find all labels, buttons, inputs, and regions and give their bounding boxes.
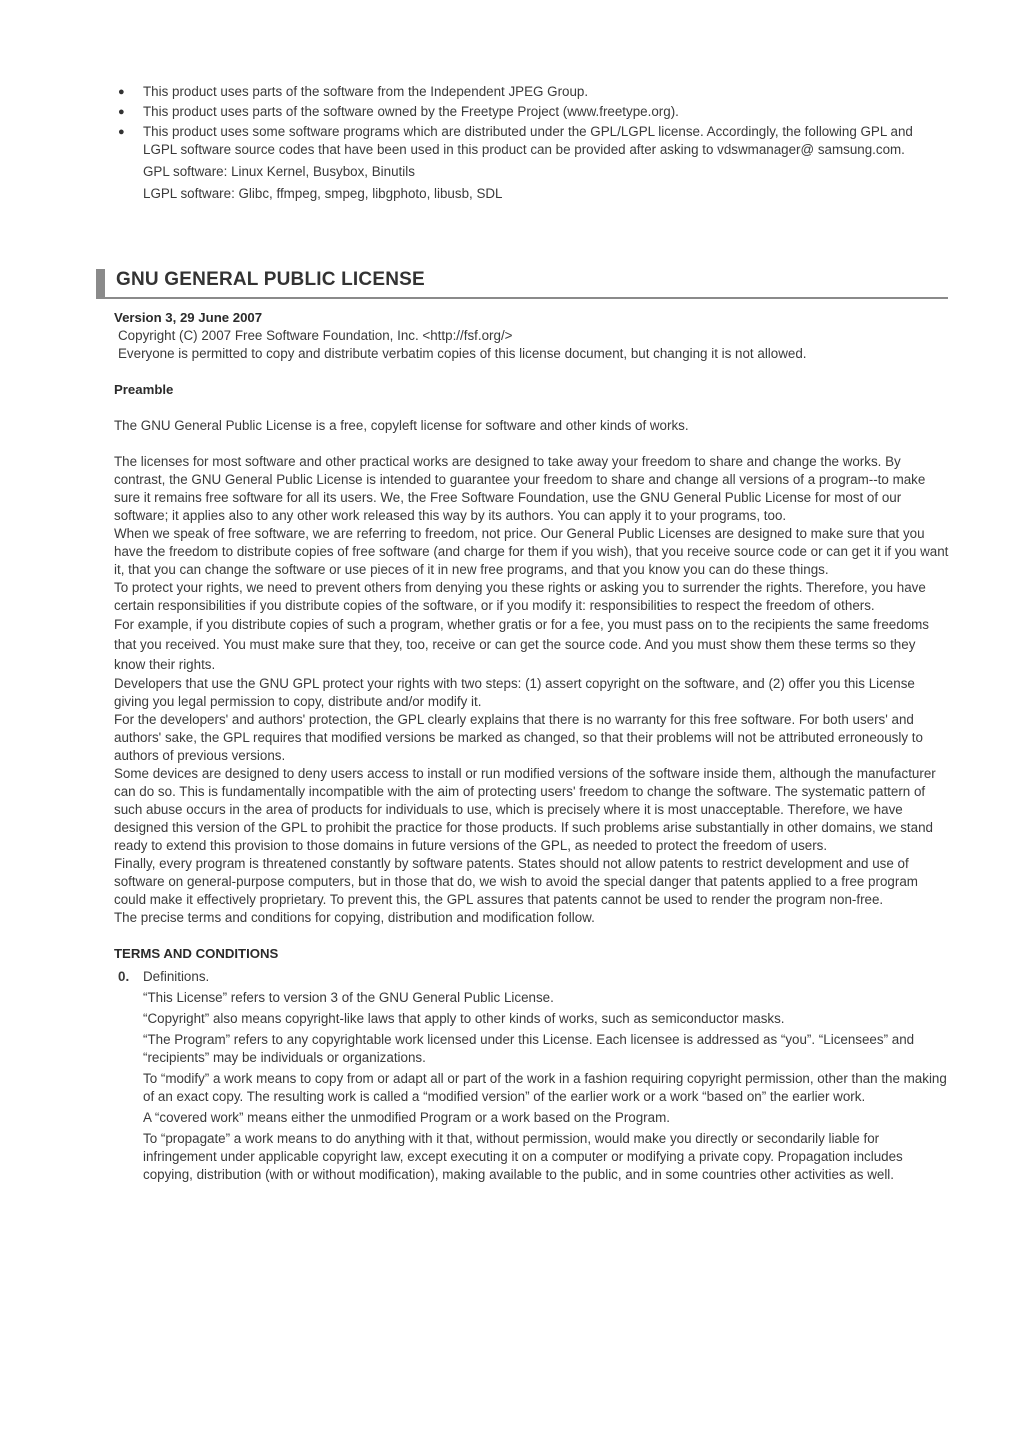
notice-bullet-text: This product uses parts of the software owned by the Freetype Project (www.freetype.org). (143, 104, 679, 119)
notice-bullet (118, 123, 948, 203)
preamble-intro: The GNU General Public License is a free, copyleft license for software and other kinds of works. (114, 418, 689, 433)
term-title: Definitions. (143, 969, 210, 984)
section-marker-bar (96, 269, 105, 299)
term-paragraph: “Copyright” also means copyright-like laws that apply to other kinds of works, such as semiconductor masks. (143, 1011, 785, 1026)
preamble-paragraph: Some devices are designed to deny users access to install or run modified versions of the software inside them, although the manufacturer can do so. This is fundamentally incompatible with the aim of protecting users' freedom to change the software. The systematic pattern of such abuse occurs in the area of products for individuals to use, which is precisely where it is most unacceptable. Therefore, we have designed this version of the GPL to prohibit the practice for those products. If such problems arise substantially in other domains, we stand ready to extend this provision to those domains in future versions of the GPL, as needed to protect the freedom of users. (114, 766, 936, 853)
copyright-line: Copyright (C) 2007 Free Software Foundation, Inc. <http://fsf.org/> (118, 328, 513, 343)
preamble-paragraph: The licenses for most software and other practical works are designed to take away your freedom to share and change the works. By contrast, the GNU General Public License is intended to guarantee your freedom to share and change all versions of a program--to make sure it remains free software for all its users. We, the Free Software Foundation, use the GNU General Public License for most of our software; it applies also to any other work released this way by its authors. You can apply it to your programs, too. (114, 454, 926, 523)
preamble-paragraph: Finally, every program is threatened constantly by software patents. States should not allow patents to restrict development and use of software on general-purpose computers, but in those that do, we wish to avoid the special danger that patents applied to a free program could make it effectively proprietary. To prevent this, the GPL assures that patents cannot be used to render the program non-free. (114, 856, 918, 907)
preamble-heading: Preamble (114, 382, 174, 397)
notice-bullet-list (118, 83, 948, 205)
section-title: GNU GENERAL PUBLIC LICENSE (116, 269, 425, 290)
preamble-paragraph: When we speak of free software, we are referring to freedom, not price. Our General Public Licenses are designed to make sure that you have the freedom to distribute copies of free software (and charge for them if you wish), that you receive source code or can get it if you want it, that you can change the software or use pieces of it in new free programs, and that you know you can do these things. (114, 526, 949, 577)
section-underline (96, 297, 948, 299)
term-paragraph: To “propagate” a work means to do anything with it that, without permission, would make you directly or secondarily liable for infringement under applicable copyright law, except executing it on a computer or modifying a private copy. Propagation includes copying, distribution (with or without modification), making available to the public, and in some countries other activities as well. (143, 1131, 903, 1182)
term-paragraph: To “modify” a work means to copy from or adapt all or part of the work in a fashion requiring copyright permission, other than the making of an exact copy. The resulting work is called a “modified version” of the earlier work or a work “based on” the earlier work. (143, 1071, 947, 1104)
notice-bullet-text: This product uses some software programs which are distributed under the GPL/LGPL license. Accordingly, the following GPL and LGPL software source codes that have been used in this product can be provided after asking to vdswmanager@ samsung.com. (143, 124, 913, 157)
section-heading (96, 269, 948, 299)
preamble-paragraph: For the developers' and authors' protection, the GPL clearly explains that there is no warranty for this free software. For both users' and authors' sake, the GPL requires that modified versions be marked as changed, so that their problems will not be attributed erroneously to authors of previous versions. (114, 712, 923, 763)
bullet-dot-icon: ● (118, 126, 125, 138)
preamble-paragraph: For example, if you distribute copies of such a program, whether gratis or for a fee, you must pass on to the recipients the same freedoms that you received. You must make sure that they, too, receive or can get the source code. And you must show them these terms so they know their rights. (114, 617, 929, 672)
preamble-paragraph: Developers that use the GNU GPL protect your rights with two steps: (1) assert copyright on the software, and (2) offer you this License giving you legal permission to copy, distribute and/or modify it. (114, 676, 915, 709)
bullet-dot-icon: ● (118, 86, 125, 98)
notice-bullet (118, 103, 948, 121)
gpl-software-list: GPL software: Linux Kernel, Busybox, Binutils (143, 164, 415, 179)
term-item (114, 968, 950, 1184)
license-body (114, 309, 950, 1187)
notice-bullet-text: This product uses parts of the software from the Independent JPEG Group. (143, 84, 589, 99)
term-paragraph: “The Program” refers to any copyrightable work licensed under this License. Each licensee is addressed as “you”. “Licensees” and “recipients” may be individuals or organizations. (143, 1032, 915, 1065)
notice-bullet (118, 83, 948, 101)
lgpl-software-list: LGPL software: Glibc, ffmpeg, smpeg, libgphoto, libusb, SDL (143, 186, 503, 201)
preamble-paragraph: The precise terms and conditions for copying, distribution and modification follow. (114, 910, 595, 925)
version-heading: Version 3, 29 June 2007 (114, 310, 263, 325)
preamble-paragraph: To protect your rights, we need to prevent others from denying you these rights or asking you to surrender the rights. Therefore, you have certain responsibilities if you distribute copies of the software, or if you modify it: responsibilities to respect the freedom of others. (114, 580, 926, 613)
permission-line: Everyone is permitted to copy and distribute verbatim copies of this license document, but changing it is not allowed. (118, 346, 807, 361)
term-paragraph: “This License” refers to version 3 of the GNU General Public License. (143, 990, 554, 1005)
bullet-dot-icon: ● (118, 106, 125, 118)
terms-heading: TERMS AND CONDITIONS (114, 946, 279, 961)
term-paragraph: A “covered work” means either the unmodified Program or a work based on the Program. (143, 1110, 670, 1125)
terms-list (114, 968, 950, 1184)
term-number: 0. (118, 969, 130, 984)
